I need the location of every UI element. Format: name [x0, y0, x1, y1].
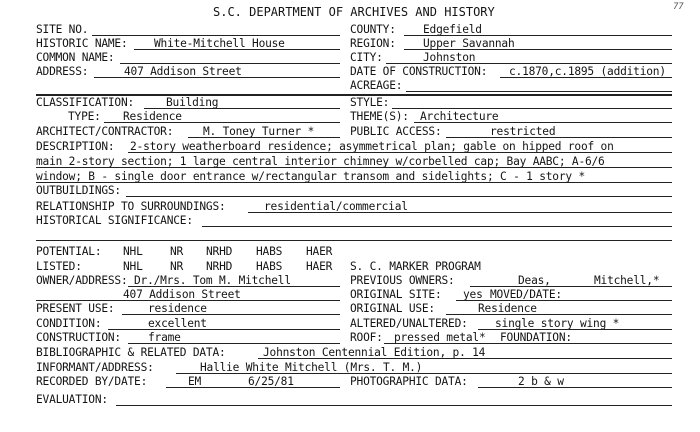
description-line-3: window; B - single door entrance w/rectangular transom and sidelights; C - 1 story *	[36, 170, 585, 183]
historic-name-label: HISTORIC NAME:	[36, 37, 128, 50]
potential-habs: HABS	[256, 245, 283, 258]
region-line	[404, 49, 672, 50]
historic-name-value: White-Mitchell House	[154, 37, 285, 50]
classification-line	[144, 108, 340, 109]
date-of-construction-value: c.1870,c.1895 (addition)	[509, 65, 666, 78]
listed-nrhd: NRHD	[206, 260, 233, 273]
recorded-by-label: RECORDED BY/DATE:	[36, 375, 148, 388]
themes-line	[414, 122, 672, 123]
potential-haer: HAER	[306, 245, 333, 258]
style-label: STYLE:	[350, 96, 390, 109]
themes-value: Architecture	[420, 110, 499, 123]
original-site-value: yes	[463, 288, 483, 301]
bibliographic-line	[258, 358, 672, 359]
date-of-construction-line	[500, 77, 672, 78]
potential-nrhd: NRHD	[206, 245, 233, 258]
construction-line	[128, 343, 340, 344]
address-line	[94, 77, 340, 78]
listed-label: LISTED:	[36, 260, 82, 273]
classification-label: CLASSIFICATION:	[36, 96, 135, 109]
common-name-line	[120, 63, 340, 64]
outbuildings-line	[126, 196, 672, 197]
original-site-line	[456, 300, 672, 301]
evaluation-line	[116, 405, 672, 406]
page-number: 77	[673, 2, 684, 12]
historic-name-line	[134, 49, 340, 50]
classification-value: Building	[166, 96, 219, 109]
address-label: ADDRESS:	[36, 65, 89, 78]
public-access-label: PUBLIC ACCESS:	[350, 125, 442, 138]
form-title: S.C. DEPARTMENT OF ARCHIVES AND HISTORY	[213, 5, 495, 19]
potential-label: POTENTIAL:	[36, 245, 102, 258]
bibliographic-value: Johnston Centennial Edition, p. 14	[263, 346, 486, 359]
historical-significance-line-2	[36, 240, 672, 241]
county-line	[404, 35, 672, 36]
outbuildings-label: OUTBUILDINGS:	[36, 184, 121, 197]
region-label: REGION:	[350, 37, 396, 50]
relationship-label: RELATIONSHIP TO SURROUNDINGS:	[36, 200, 226, 213]
date-of-construction-label: DATE OF CONSTRUCTION:	[350, 65, 488, 78]
architect-value: M. Toney Turner *	[203, 125, 315, 138]
original-use-value: Residence	[478, 302, 537, 315]
description-line-1: 2-story weatherboard residence; asymmetrical plan; gable on hipped roof on	[130, 140, 614, 153]
public-access-value: restricted	[490, 125, 556, 138]
acreage-line	[406, 91, 672, 92]
county-value: Edgefield	[423, 23, 482, 36]
moved-date-label: MOVED/DATE:	[490, 288, 562, 301]
owner-address-label: OWNER/ADDRESS:	[36, 274, 128, 287]
owner-address-line	[128, 286, 340, 287]
present-use-label: PRESENT USE:	[36, 302, 115, 315]
architect-line	[188, 137, 340, 138]
original-use-line	[446, 314, 672, 315]
listed-nhl: NHL	[123, 260, 143, 273]
type-label: TYPE:	[68, 110, 101, 123]
present-use-line	[122, 314, 340, 315]
owner-address-value-2: 407 Addison Street	[123, 288, 241, 301]
listed-haer: HAER	[306, 260, 333, 273]
city-value: Johnston	[423, 51, 476, 64]
architect-label: ARCHITECT/CONTRACTOR:	[36, 125, 174, 138]
photographic-label: PHOTOGRAPHIC DATA:	[350, 375, 468, 388]
listed-habs: HABS	[256, 260, 283, 273]
style-line	[392, 108, 672, 109]
description-rule-3	[36, 182, 672, 183]
site-no-line	[92, 35, 340, 36]
recorded-by-line	[166, 387, 340, 388]
site-no-label: SITE NO.	[36, 23, 89, 36]
owner-address-value: Dr./Mrs. Tom M. Mitchell	[134, 274, 291, 287]
condition-label: CONDITION:	[36, 317, 102, 330]
historical-significance-line	[202, 226, 672, 227]
altered-line	[478, 329, 672, 330]
type-line	[104, 122, 340, 123]
previous-owners-label: PREVIOUS OWNERS:	[350, 274, 455, 287]
previous-owners-line	[470, 286, 672, 287]
altered-label: ALTERED/UNALTERED:	[350, 317, 468, 330]
relationship-value: residential/commercial	[264, 200, 408, 213]
marker-program-label: S. C. MARKER PROGRAM	[350, 260, 481, 273]
description-rule-1	[128, 152, 672, 153]
public-access-line	[446, 137, 672, 138]
listed-nr: NR	[170, 260, 184, 273]
construction-value: frame	[148, 331, 181, 344]
potential-nr: NR	[170, 245, 184, 258]
bibliographic-label: BIBLIOGRAPHIC & RELATED DATA:	[36, 346, 226, 359]
photographic-value: 2 b & w	[518, 375, 564, 388]
common-name-label: COMMON NAME:	[36, 51, 115, 64]
original-site-label: ORIGINAL SITE:	[350, 288, 442, 301]
recorded-by-value: EM	[188, 375, 202, 388]
county-label: COUNTY:	[350, 23, 396, 36]
city-label: CITY:	[350, 51, 383, 64]
condition-value: excellent	[148, 317, 207, 330]
themes-label: THEME(S):	[350, 110, 409, 123]
present-use-value: residence	[148, 302, 207, 315]
acreage-label: ACREAGE:	[350, 79, 403, 92]
owner-address-line-2	[36, 300, 340, 301]
informant-value: Hallie White Mitchell (Mrs. T. M.)	[200, 361, 423, 374]
historical-significance-label: HISTORICAL SIGNIFICANCE:	[36, 214, 193, 227]
original-use-label: ORIGINAL USE:	[350, 302, 435, 315]
potential-nhl: NHL	[123, 245, 143, 258]
type-value: Residence	[123, 110, 182, 123]
city-line	[386, 63, 672, 64]
address-value: 407 Addison Street	[124, 65, 242, 78]
altered-value: single story wing *	[495, 317, 620, 330]
evaluation-label: EVALUATION:	[36, 393, 108, 406]
description-rule-2	[36, 167, 672, 168]
roof-value: pressed metal*	[394, 331, 486, 344]
roof-label: ROOF:	[350, 331, 383, 344]
previous-owners-value-1: Deas,	[518, 274, 551, 287]
informant-line	[176, 373, 672, 374]
condition-line	[108, 329, 340, 330]
description-line-2: main 2-story section; 1 large central interior chimney w/corbelled cap; Bay AABC; A-6/6	[36, 155, 605, 168]
region-value: Upper Savannah	[423, 37, 515, 50]
relationship-line	[248, 212, 672, 213]
recorded-date-value: 6/25/81	[248, 375, 294, 388]
construction-label: CONSTRUCTION:	[36, 331, 121, 344]
photographic-line	[478, 387, 672, 388]
description-label: DESCRIPTION:	[36, 140, 115, 153]
foundation-label: FOUNDATION:	[500, 331, 572, 344]
previous-owners-value-2: Mitchell,*	[594, 274, 660, 287]
roof-line	[384, 343, 672, 344]
informant-label: INFORMANT/ADDRESS:	[36, 361, 154, 374]
